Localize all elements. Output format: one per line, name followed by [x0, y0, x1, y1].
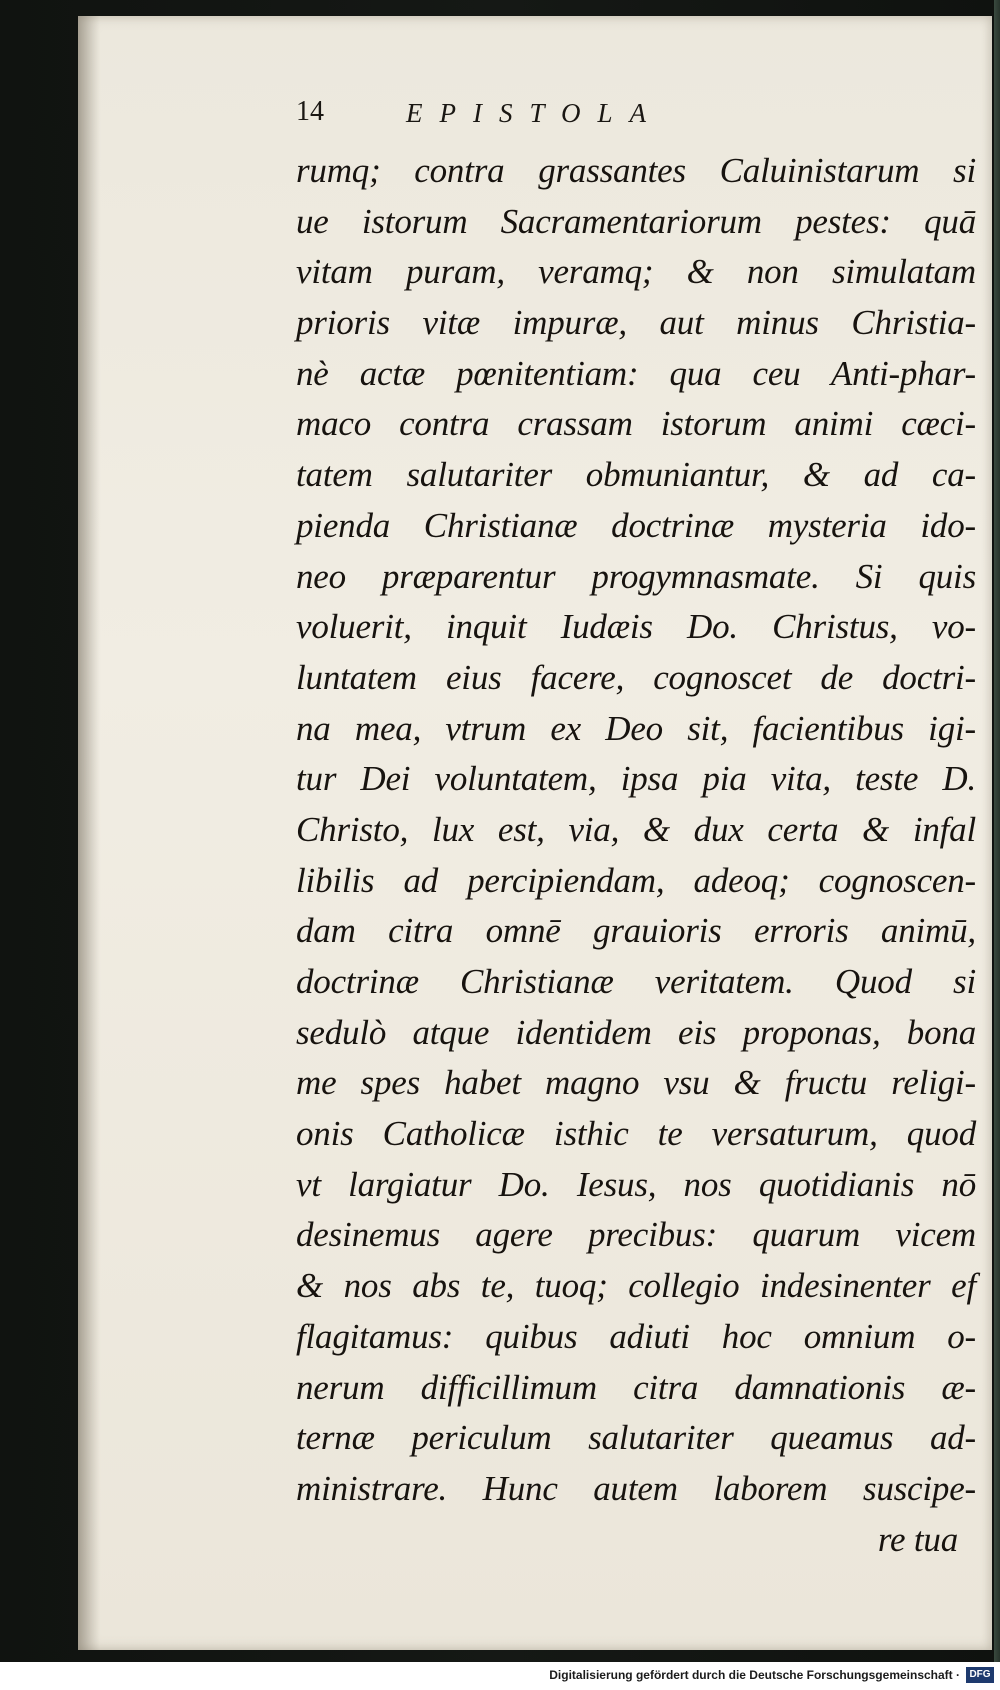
page-number: 14: [296, 96, 324, 127]
text-line: dam citra omnē grauioris erroris animū,: [296, 911, 976, 951]
text-line: luntatem eius facere, cognoscet de doctri-: [296, 657, 976, 697]
running-head: [296, 96, 936, 136]
text-line: voluerit, inquit Iudæis Do. Christus, vo-: [296, 607, 976, 647]
catchword-line: re tua: [877, 1519, 958, 1559]
text-line: ternæ periculum salutariter queamus ad-: [296, 1418, 976, 1458]
text-line: rumq; contra grassantes Caluinistarum si: [296, 151, 976, 190]
text-line: nè actæ pœnitentiam: qua ceu Anti-phar-: [296, 353, 976, 393]
text-line: me spes habet magno vsu & fructu religi-: [296, 1063, 976, 1103]
dfg-logo: DFG: [966, 1667, 994, 1683]
text-line: maco contra crassam istorum animi cæci-: [296, 404, 976, 444]
text-line: sedulò atque identidem eis proponas, bona: [296, 1012, 976, 1052]
book-page: [78, 16, 992, 1650]
text-line: & nos abs te, tuoq; collegio indesinenter ef: [296, 1266, 976, 1306]
text-line: desinemus agere precibus: quarum vicem: [296, 1215, 976, 1255]
text-line: na mea, vtrum ex Deo sit, facientibus igi-: [296, 708, 976, 748]
text-line: tur Dei voluntatem, ipsa pia vita, teste D.: [296, 759, 976, 799]
text-line: prioris vitæ impuræ, aut minus Christia-: [296, 303, 976, 343]
text-line: Christo, lux est, via, & dux certa & infal: [296, 809, 976, 849]
funding-credit: Digitalisierung gefördert durch die Deutsche Forschungsgemeinschaft ·: [549, 1668, 960, 1682]
gutter-shadow: [78, 16, 100, 1650]
text-line: ue istorum Sacramentariorum pestes: quā: [296, 201, 976, 241]
body-text: [296, 146, 976, 1565]
text-line: pienda Christianæ doctrinæ mysteria ido-: [296, 505, 976, 545]
text-line: onis Catholicæ isthic te versaturum, quod: [296, 1114, 976, 1154]
text-line: ministrare. Hunc autem laborem suscipe-: [296, 1468, 976, 1508]
text-line: neo præparentur progymnasmate. Si quis: [296, 556, 976, 596]
page-edge: [994, 0, 1000, 1662]
text-line: tatem salutariter obmuniantur, & ad ca-: [296, 455, 976, 495]
text-line: nerum difficillimum citra damnationis æ-: [296, 1367, 976, 1407]
text-line: vt largiatur Do. Iesus, nos quotidianis nō: [296, 1164, 976, 1204]
text-line: vitam puram, veramq; & non simulatam: [296, 252, 976, 292]
text-line: doctrinæ Christianæ veritatem. Quod si: [296, 962, 976, 1001]
text-line: libilis ad percipiendam, adeoq; cognoscen-: [296, 860, 976, 900]
text-line: flagitamus: quibus adiuti hoc omnium o-: [296, 1316, 976, 1356]
digitization-footer: [0, 1662, 1000, 1690]
running-title: EPISTOLA: [406, 98, 664, 128]
